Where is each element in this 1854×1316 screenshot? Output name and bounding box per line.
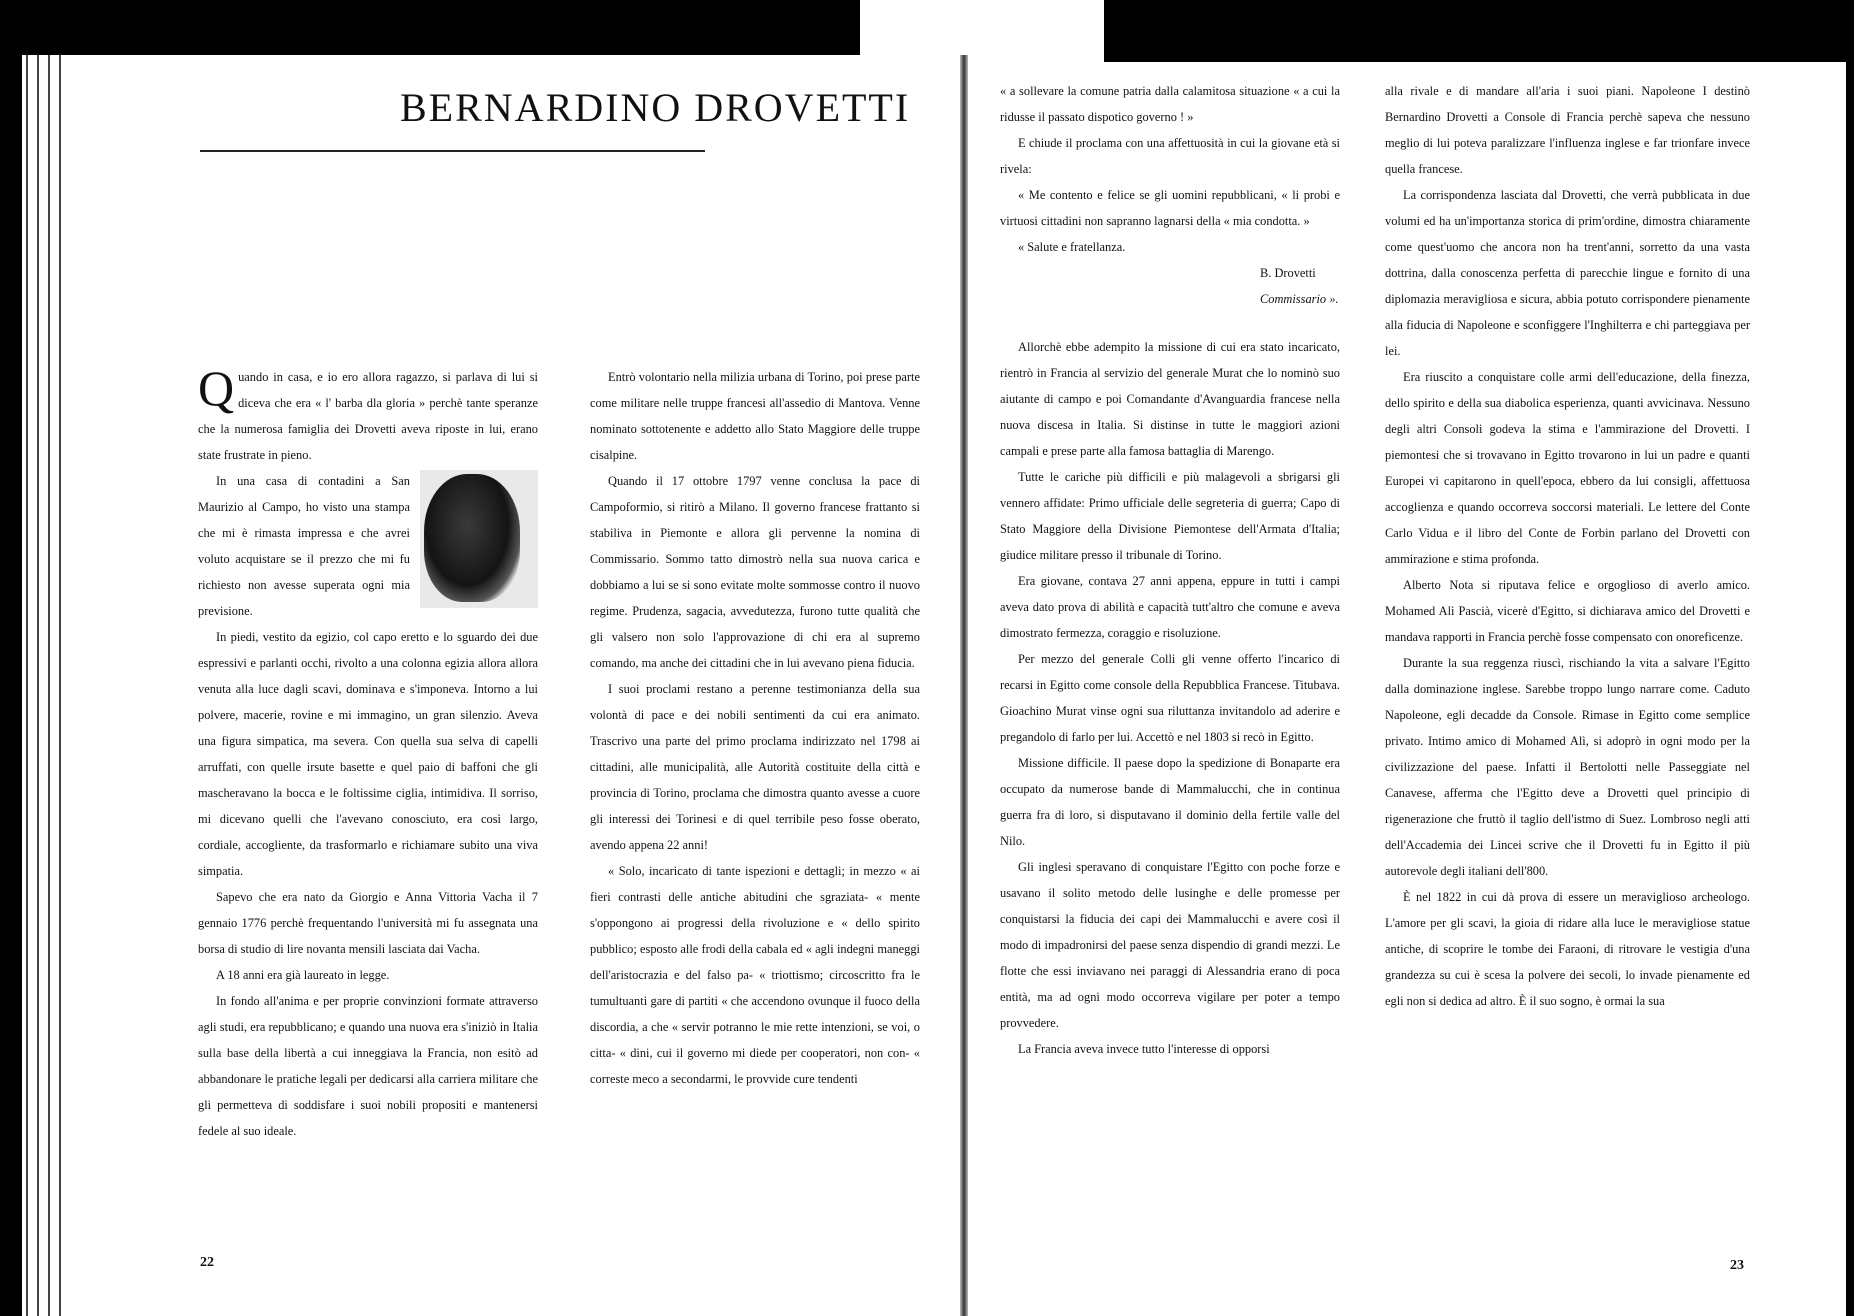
paragraph-text: In una casa di contadini a San Maurizio al Campo, ho visto una stampa che mi è rimasta impressa e che avrei voluto acquistare se il prezzo che mi fu richiesto non avesse superata ogni mia previsione.	[198, 474, 410, 618]
title-rule	[200, 150, 705, 152]
paragraph: Per mezzo del generale Colli gli venne offerto l'incarico di recarsi in Egitto come console della Repubblica Francese. Titubava. Gioachino Murat vinse ogni sua riluttanza invitandolo ad aderire e pregandolo di farlo per lui. Accettò e nel 1803 si recò in Egitto.	[1000, 652, 1340, 744]
page-number-left: 22	[200, 1255, 214, 1270]
paragraph: A 18 anni era già laureato in legge.	[216, 968, 390, 982]
signature-name: B. Drovetti	[1260, 266, 1316, 280]
scan-border-top-left	[0, 0, 860, 55]
proclamation-quote: « Solo, incaricato di tante ispezioni e dettagli; in mezzo « ai fieri contrasti delle antiche abitudini che sgraziata- « mente s'oppongono ai progressi della rivoluzione e « dello spirito pubblico; esposto alle frodi della cabala ed « agli indegni maneggi dell'aristocrazia e del falso pa- « triottismo; circoscritto fra le tumultuanti gare di partiti « che accendono ovunque il fuoco della discordia, a che « servir potranno le mie rette intenzioni, se voi, o citta- « dini, cui il governo mi diede per cooperatori, non con- « correste meco a secondarmi, le provvide cure tendenti	[590, 864, 920, 1086]
page-title: BERNARDINO DROVETTI	[400, 85, 911, 130]
paragraph: In fondo all'anima e per proprie convinzioni formate attraverso agli studi, era repubblicano; e quando una nuova era s'iniziò in Italia sulla base della libertà a cui inneggiava la Francia, non esitò ad abbandonare le pratiche legali per dedicarsi alla carriera militare che gli permetteva di soddisfare i suoi nobili propositi e mantenersi fedele al suo ideale.	[198, 994, 538, 1138]
paragraph: È nel 1822 in cui dà prova di essere un meraviglioso archeologo. L'amore per gli scavi, la gioia di ridare alla luce le meravigliose statue antiche, di scoprire le tombe dei Faraoni, di ritrovare le vestigia d'una grandezza su cui è scesa la polvere dei secoli, lo invade pienamente ed egli non si dedica ad altro. È il suo sogno, è ormai la sua	[1385, 890, 1750, 1008]
column-1	[198, 360, 538, 1144]
paragraph: Sapevo che era nato da Giorgio e Anna Vittoria Vacha il 7 gennaio 1776 perchè frequentando l'università mi fu assegnata una borsa di studio di lire novanta mensili lasciata dai Vacha.	[198, 890, 538, 956]
scan-border-top-right	[1104, 0, 1854, 62]
portrait-photo	[420, 470, 538, 608]
column-4	[1385, 78, 1750, 1014]
scan-border-left	[0, 55, 22, 1316]
drop-cap: Q	[198, 360, 235, 416]
paragraph	[198, 468, 538, 624]
paragraph	[198, 360, 538, 468]
paragraph: I suoi proclami restano a perenne testimonianza della sua volontà di pace e dei nobili sentimenti da cui era animato. Trascrivo una parte del primo proclama indirizzato nel 1798 ai cittadini, alle municipalità, alle Autorità costituite della città e provincia di Torino, proclama che dimostra quanto avesse a cuore gli interessi dei Torinesi e di quel terribile peso fosse oberato, avendo appena 22 anni!	[590, 682, 920, 852]
portrait-silhouette	[424, 474, 520, 602]
paragraph: Allorchè ebbe adempito la missione di cui era stato incaricato, rientrò in Francia al servizio del generale Murat che lo nominò suo aiutante di campo e poi Comandante d'Avanguardia francese nella nuova discesa in Italia. Si distinse in tutte le maggiori azioni campali e prese parte alla famosa battaglia di Marengo.	[1000, 340, 1340, 458]
paragraph: Quando il 17 ottobre 1797 venne conclusa la pace di Campoformio, si ritirò a Milano. Il governo francese frattanto si stabiliva in Piemonte e allora gli pervenne la nomina di Commissario. Sommo tatto dimostrò nella sua nuova carica e dobbiamo a lui se si sono evitate molte sommosse contro il nuovo regime. Prudenza, sagacia, avvedutezza, furono tutte qualità che gli valsero non solo l'approvazione di chi era al supremo comando, ma anche dei cittadini che in lui avevano piena fiducia.	[590, 474, 920, 670]
paragraph: Tutte le cariche più difficili e più malagevoli a sbrigarsi gli vennero affidate: Primo ufficiale delle segreteria di guerra; Capo di Stato Maggiore della Divisione Piemontese dell'Armata d'Italia; giudice militare presso il tribunale di Torino.	[1000, 470, 1340, 562]
page-stack-edge	[22, 55, 62, 1316]
paragraph: Gli inglesi speravano di conquistare l'Egitto con poche forze e usavano il solito metodo delle lusinghe e delle promesse per conquistarsi la fiducia dei capi dei Mammalucchi e avere così il modo di impadronirsi del paese senza dispendio di grandi mezzi. Le flotte che essi inviavano nei paraggi di Alessandria erano di poca entità, ma ad ogni modo occorreva vigilare per poter a tempo provvedere.	[1000, 860, 1340, 1030]
section-gap	[1000, 312, 1340, 334]
signature-title: Commissario ».	[1260, 292, 1339, 306]
paragraph: La corrispondenza lasciata dal Drovetti, che verrà pubblicata in due volumi ed ha un'importanza storica di prim'ordine, dimostra chiaramente come quest'uomo che ancora non ha trent'anni, sorretto da una vasta dottrina, dalla conoscenza perfetta di parecchie lingue e fornito di una diplomazia meravigliosa e sicura, abbia potuto corrispondere pienamente alla fiducia di Napoleone e sconfiggere l'Inghilterra e chi parteggiava per lei.	[1385, 188, 1750, 358]
proclamation-quote: « a sollevare la comune patria dalla calamitosa situazione « a cui la ridusse il passato dispotico governo ! »	[1000, 84, 1340, 124]
paragraph: alla rivale e di mandare all'aria i suoi piani. Napoleone I destinò Bernardino Drovetti a Console di Francia perchè sapeva che nessuno meglio di lui poteva paralizzare l'influenza inglese e far trionfare invece quella francese.	[1385, 84, 1750, 176]
paragraph: Era riuscito a conquistare colle armi dell'educazione, della finezza, dello spirito e della sua diabolica esperienza, quanti avvicinava. Nessuno degli altri Consoli godeva la stima e l'ammirazione del Drovetti. I piemontesi che si trovavano in Egitto trovarono in lui un padre e quanti Europei vi capitarono in quell'epoca, ebbero da lui consigli, affettuosa accoglienza e quando occorreva soccorsi materiali. Le lettere del Conte Carlo Vidua e il libro del Conte de Forbin parlano del Drovetti con ammirazione e stima profonda.	[1385, 370, 1750, 566]
paragraph: Era giovane, contava 27 anni appena, eppure in tutti i campi aveva dato prova di abilità e capacità tutt'altro che comune e aveva dimostrato fermezza, coraggio e risoluzione.	[1000, 574, 1340, 640]
paragraph: La Francia aveva invece tutto l'interesse di opporsi	[1018, 1042, 1270, 1056]
paragraph: Missione difficile. Il paese dopo la spedizione di Bonaparte era occupato da numerose bande di Mammalucchi, che in continua guerra fra di loro, si disputavano il dominio della fertile valle del Nilo.	[1000, 756, 1340, 848]
book-gutter	[960, 55, 968, 1316]
page-number-right: 23	[1730, 1258, 1744, 1273]
column-3	[1000, 78, 1340, 1062]
paragraph: In piedi, vestito da egizio, col capo eretto e lo sguardo dei due espressivi e parlanti occhi, rivolto a una colonna egizia allora allora venuta alla luce dagli scavi, dominava e s'imponeva. Intorno a lui polvere, macerie, rovine e mi immagino, un gran silenzio. Aveva una figura simpatica, ma severa. Con quella sua selva di capelli arruffati, con quelle irsute basette e quel paio di baffoni che gli mascheravano la bocca e le foltissime ciglia, intimidiva. Il sorriso, mi dicevano quelli che l'avevano conosciuto, era così largo, cordiale, accogliente, da trasformarlo e richiamare subito una viva simpatia.	[198, 630, 538, 878]
proclamation-quote: « Me contento e felice se gli uomini repubblicani, « li probi e virtuosi cittadini non sapranno lagnarsi della « mia condotta. »	[1000, 188, 1340, 228]
paragraph: E chiude il proclama con una affettuosità in cui la giovane età si rivela:	[1000, 136, 1340, 176]
scan-border-right	[1846, 62, 1854, 1316]
paragraph: Entrò volontario nella milizia urbana di Torino, poi prese parte come militare nelle truppe francesi all'assedio di Mantova. Venne nominato sottotenente e addetto allo Stato Maggiore delle truppe cisalpine.	[590, 370, 920, 462]
column-2	[590, 364, 920, 1092]
proclamation-quote: « Salute e fratellanza.	[1018, 240, 1126, 254]
paragraph: Durante la sua reggenza riuscì, rischiando la vita a salvare l'Egitto dalla dominazione inglese. Sarebbe troppo lungo narrare come. Caduto Napoleone, egli decadde da Console. Rimase in Egitto come semplice privato. Intimo amico di Mohamed Alì, si adoprò in ogni modo per la civilizzazione del paese. Infatti il Bertolotti nelle Passeggiate nel Canavese, afferma che l'Egitto deve a Drovetti quel principio di rigenerazione che fruttò il taglio dell'istmo di Suez. Lombroso negli atti dell'Accademia dei Lincei scrive che il Drovetti fu in Egitto il più autorevole degli italiani dell'800.	[1385, 656, 1750, 878]
paragraph: Alberto Nota si riputava felice e orgoglioso di averlo amico. Mohamed Alì Pascià, vicerè d'Egitto, si dichiarava amico del Drovetti e mandava rapporti in Francia perchè fosse compensato con onoreficenze.	[1385, 578, 1750, 644]
paragraph-text: uando in casa, e io ero allora ragazzo, si parlava di lui si diceva che era « l' barba dla gloria » perchè tante speranze che la numerosa famiglia dei Drovetti aveva riposte in lui, erano state frustrate in pieno.	[198, 370, 538, 462]
